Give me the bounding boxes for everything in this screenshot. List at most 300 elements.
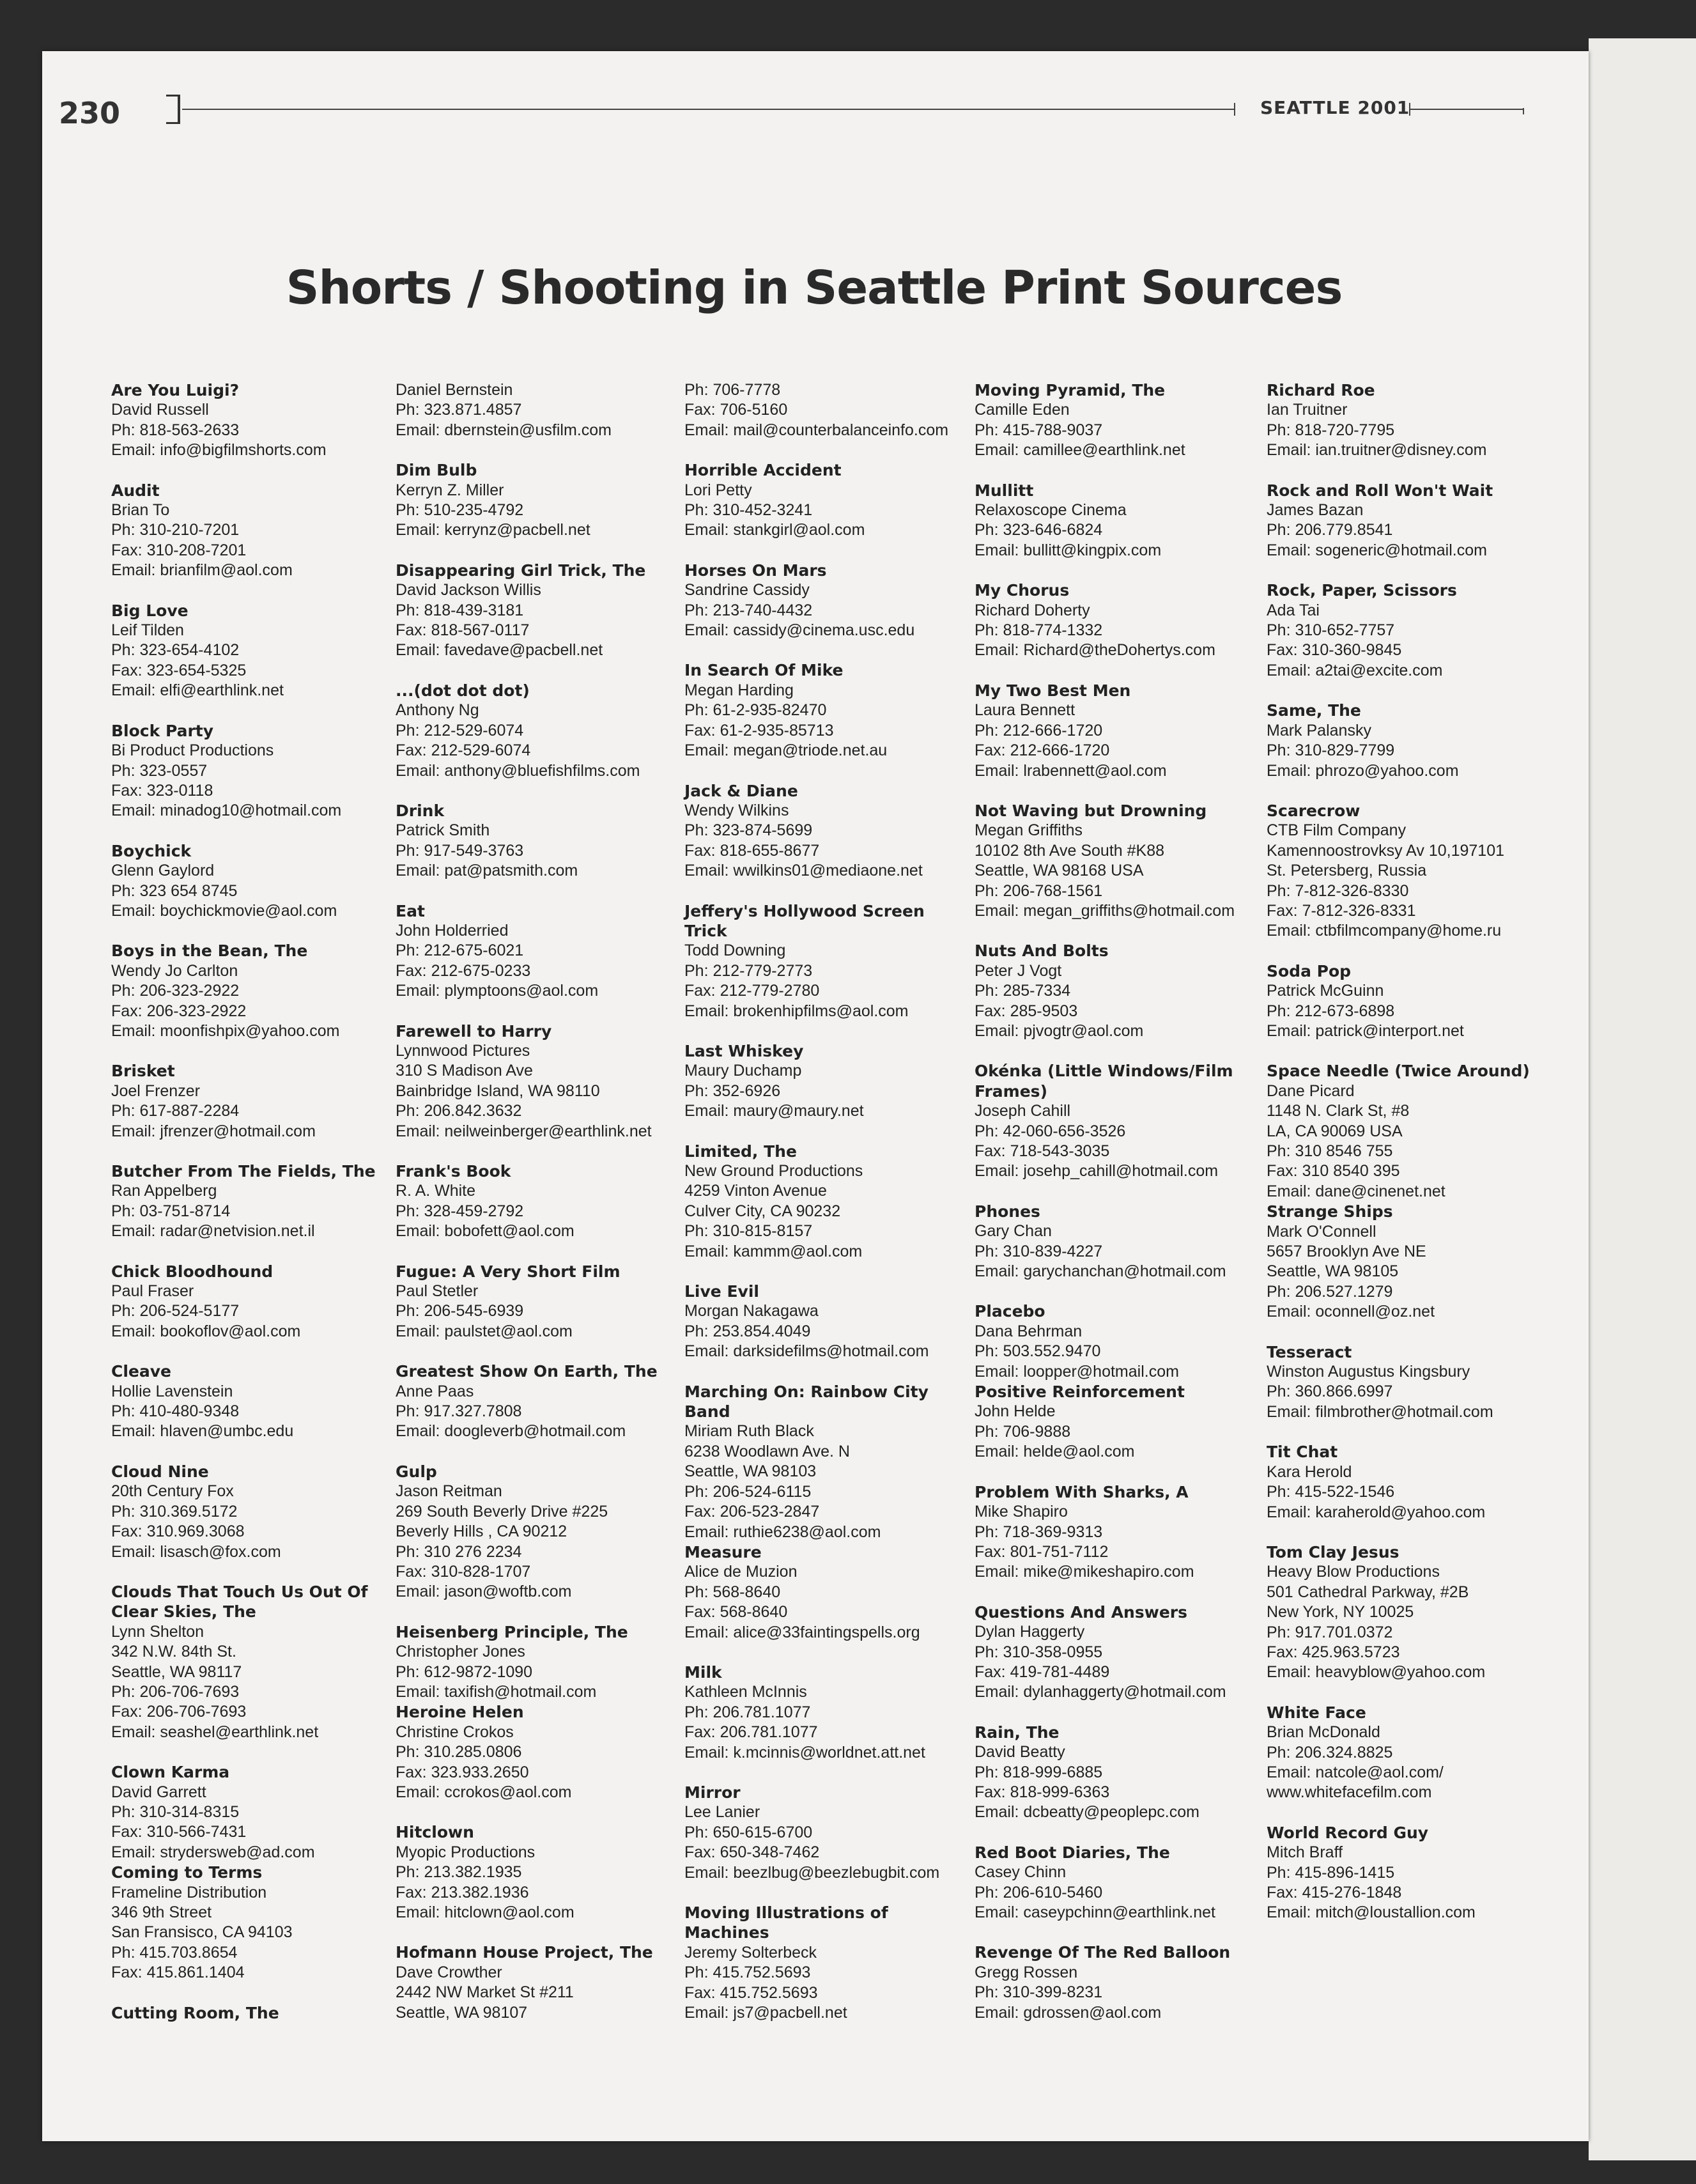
directory-entry — [111, 1863, 392, 1983]
directory-entry — [684, 1282, 966, 1362]
entry-line: Dane Picard — [1267, 1081, 1355, 1100]
entry-line: Ph: 612-9872-1090 — [396, 1662, 533, 1681]
directory-entry — [396, 1462, 677, 1602]
entry-line: Fax: 212-675-0233 — [396, 961, 531, 980]
entry-line: Anne Paas — [396, 1382, 474, 1400]
entry-line: Ph: 917.701.0372 — [1267, 1623, 1393, 1641]
entry-line: Myopic Productions — [396, 1843, 536, 1861]
entry-line: Email: seashel@earthlink.net — [111, 1723, 319, 1741]
entry-line: Ph: 323.871.4857 — [396, 401, 522, 419]
directory-entry — [975, 1942, 1256, 2023]
entry-line: Email: info@bigfilmshorts.com — [111, 441, 327, 460]
entry-line: Email: dbernstein@usfilm.com — [396, 421, 612, 439]
entry-line: Email: ccrokos@aol.com — [396, 1783, 572, 1801]
entry-title: Butcher From The Fields, The — [111, 1162, 376, 1181]
entry-line: Ph: 568-8640 — [684, 1583, 781, 1601]
entry-title: Limited, The — [684, 1142, 797, 1161]
entry-line: James Bazan — [1267, 501, 1364, 520]
entry-line: Fax: 7-812-326-8331 — [1267, 901, 1416, 920]
entry-line: Ph: 706-9888 — [975, 1422, 1071, 1441]
entry-line: Dana Behrman — [975, 1322, 1083, 1340]
entry-title: Disappearing Girl Trick, The — [396, 561, 646, 580]
entry-title: Are You Luigi? — [111, 381, 240, 399]
entry-title: Red Boot Diaries, The — [975, 1843, 1170, 1862]
entry-line: Maury Duchamp — [684, 1062, 802, 1080]
entry-line: Ph: 206.781.1077 — [684, 1703, 811, 1721]
entry-line: Megan Harding — [684, 681, 794, 699]
entry-title: Heroine Helen — [396, 1703, 524, 1722]
entry-line: Mitch Braff — [1267, 1843, 1343, 1862]
directory-entry — [684, 660, 966, 761]
entry-line: Ph: 310-839-4227 — [975, 1242, 1103, 1260]
directory-entry — [684, 1903, 966, 2023]
entry-line: Fax: 310 8540 395 — [1267, 1162, 1400, 1181]
entry-line: Ph: 323-654-4102 — [111, 641, 240, 660]
entry-line: Email: dcbeatty@peoplepc.com — [975, 1803, 1199, 1822]
entry-line: Ph: 917.327.7808 — [396, 1402, 522, 1421]
entry-line: Ph: 310-829-7799 — [1267, 741, 1395, 760]
directory-entry — [1267, 801, 1548, 941]
entry-line: Ph: 03-751-8714 — [111, 1202, 231, 1220]
entry-line: Email: ctbfilmcompany@home.ru — [1267, 922, 1502, 940]
directory-entry — [111, 380, 392, 461]
entry-line: Fax: 818-655-8677 — [684, 841, 820, 860]
entry-line: Ian Truitner — [1267, 401, 1348, 419]
entry-title: Coming to Terms — [111, 1863, 263, 1882]
entry-line: Bainbridge Island, WA 98110 — [396, 1081, 600, 1100]
entry-line: Gregg Rossen — [975, 1963, 1078, 1981]
entry-line: Email: mitch@loustallion.com — [1267, 1903, 1476, 1922]
entry-title: Boys in the Bean, The — [111, 941, 308, 961]
entry-line: Fax: 212-666-1720 — [975, 741, 1110, 760]
entry-line: Laura Bennett — [975, 701, 1075, 720]
entry-line: Email: gdrossen@aol.com — [975, 2003, 1162, 2022]
entry-title: Heisenberg Principle, The — [396, 1622, 628, 1641]
entry-line: CTB Film Company — [1267, 821, 1407, 840]
entry-line: Email: jason@woftb.com — [396, 1583, 572, 1601]
entry-line: Email: oconnell@oz.net — [1267, 1303, 1435, 1321]
entry-line: Brian McDonald — [1267, 1723, 1380, 1742]
entry-line: Ph: 415-896-1415 — [1267, 1863, 1395, 1882]
entry-line: Fax: 206-706-7693 — [111, 1703, 247, 1721]
entry-title: Jack & Diane — [684, 781, 798, 800]
entry-line: Email: cassidy@cinema.usc.edu — [684, 621, 915, 640]
entry-line: Alice de Muzion — [684, 1563, 798, 1581]
entry-line: Ph: 206-610-5460 — [975, 1883, 1103, 1901]
entry-title: Problem With Sharks, A — [975, 1482, 1189, 1501]
entry-line: Leif Tilden — [111, 621, 184, 640]
entry-line: Todd Downing — [684, 941, 786, 960]
entry-line: Ph: 323-874-5699 — [684, 821, 813, 840]
entry-line: Fax: 425.963.5723 — [1267, 1643, 1400, 1661]
entry-title: Audit — [111, 481, 160, 500]
entry-line: 346 9th Street — [111, 1903, 212, 1921]
entry-title: Horses On Mars — [684, 561, 827, 580]
entry-title: Live Evil — [684, 1282, 759, 1301]
entry-title: Okénka (Little Windows/Film Frames) — [975, 1062, 1233, 1101]
directory-entry — [684, 781, 966, 881]
entry-title: Tom Clay Jesus — [1267, 1542, 1399, 1561]
entry-line: Email: ian.truitner@disney.com — [1267, 441, 1487, 460]
directory-entry — [1267, 481, 1548, 561]
entry-title: Strange Ships — [1267, 1202, 1393, 1221]
directory-entry — [396, 1021, 677, 1142]
entry-line: Ph: 212-529-6074 — [396, 721, 524, 740]
entry-line: Lee Lanier — [684, 1803, 760, 1822]
entry-line: Fax: 310-828-1707 — [396, 1562, 531, 1581]
entry-title: Boychick — [111, 841, 192, 860]
entry-title: Hofmann House Project, The — [396, 1943, 653, 1962]
entry-title: My Chorus — [975, 581, 1070, 600]
entry-line: Ph: 323-0557 — [111, 761, 208, 780]
directory-entry — [111, 721, 392, 821]
entry-line: Dylan Haggerty — [975, 1623, 1085, 1641]
entry-line: 2442 NW Market St #211 — [396, 1983, 574, 2002]
entry-title: Mirror — [684, 1783, 741, 1802]
entry-title: Brisket — [111, 1062, 175, 1081]
entry-line: Email: brianfilm@aol.com — [111, 561, 293, 580]
entry-line: Fax: 212-779-2780 — [684, 982, 820, 1000]
entry-line: Fax: 323-654-5325 — [111, 661, 247, 679]
entry-line: Email: bullitt@kingpix.com — [975, 541, 1162, 559]
entry-line: Fax: 415.861.1404 — [111, 1963, 245, 1982]
entry-line: Jeremy Solterbeck — [684, 1943, 817, 1962]
entry-line: Fax: 818-567-0117 — [396, 621, 530, 640]
entry-line: Seattle, WA 98105 — [1267, 1262, 1399, 1281]
entry-line: Ph: 510-235-4792 — [396, 501, 524, 520]
entry-line: Email: alice@33faintingspells.org — [684, 1623, 920, 1641]
entry-line: Ph: 7-812-326-8330 — [1267, 881, 1409, 900]
entry-line: Ph: 360.866.6997 — [1267, 1382, 1393, 1401]
entry-line: John Helde — [975, 1402, 1056, 1421]
entry-line: 1148 N. Clark St, #8 — [1267, 1102, 1410, 1120]
entry-line: Morgan Nakagawa — [684, 1302, 819, 1320]
entry-line: Kara Herold — [1267, 1462, 1352, 1481]
entry-title: Placebo — [975, 1302, 1045, 1321]
entry-line: Bi Product Productions — [111, 741, 274, 760]
directory-entry — [396, 1161, 677, 1242]
entry-line: Ph: 415.752.5693 — [684, 1963, 811, 1982]
entry-line: Anthony Ng — [396, 701, 479, 720]
entry-line: Ph: 617-887-2284 — [111, 1102, 240, 1120]
directory-entry — [684, 1783, 966, 1883]
entry-line: Fax: 415.752.5693 — [684, 1983, 818, 2002]
entry-line: Ph: 310-210-7201 — [111, 521, 240, 539]
entry-title: Cloud Nine — [111, 1462, 209, 1481]
directory-entry — [111, 841, 392, 922]
entry-line: R. A. White — [396, 1182, 476, 1200]
entry-title: Moving Pyramid, The — [975, 381, 1166, 399]
entry-line: Fax: 310-208-7201 — [111, 541, 247, 559]
page-number: 230 — [59, 96, 121, 130]
entry-line: Heavy Blow Productions — [1267, 1563, 1440, 1581]
entry-line: Gary Chan — [975, 1222, 1052, 1241]
entry-line: Email: a2tai@excite.com — [1267, 661, 1443, 679]
entry-line: Email: lisasch@fox.com — [111, 1542, 281, 1561]
entry-line: Email: dane@cinenet.net — [1267, 1182, 1445, 1200]
entry-title: Scarecrow — [1267, 801, 1361, 820]
entry-title: Richard Roe — [1267, 381, 1375, 399]
entry-line: Fax: 310-360-9845 — [1267, 641, 1402, 660]
entry-line: Fax: 568-8640 — [684, 1603, 788, 1622]
directory-entry — [684, 1041, 966, 1122]
entry-line: Frameline Distribution — [111, 1883, 267, 1901]
directory-entry — [396, 901, 677, 1002]
entry-line: Seattle, WA 98117 — [111, 1662, 242, 1681]
entry-line: Email: anthony@bluefishfilms.com — [396, 761, 640, 780]
entry-title: ...(dot dot dot) — [396, 681, 530, 700]
entry-line: Ph: 718-369-9313 — [975, 1522, 1103, 1541]
entry-line: Email: wwilkins01@mediaone.net — [684, 862, 923, 880]
directory-entry — [975, 681, 1256, 781]
entry-title: Marching On: Rainbow City Band — [684, 1382, 929, 1421]
entry-line: David Russell — [111, 401, 209, 419]
directory-entry — [975, 380, 1256, 461]
entry-title: Revenge Of The Red Balloon — [975, 1943, 1231, 1962]
entry-line: Beverly Hills , CA 90212 — [396, 1522, 567, 1541]
directory-entry — [396, 1622, 677, 1703]
entry-title: Tit Chat — [1267, 1443, 1338, 1462]
directory-entry — [111, 1361, 392, 1442]
entry-line: Ph: 310 8546 755 — [1267, 1142, 1393, 1160]
entry-line: Dave Crowther — [396, 1963, 502, 1981]
entry-line: Email: stankgirl@aol.com — [684, 521, 865, 539]
entry-line: 501 Cathedral Parkway, #2B — [1267, 1583, 1469, 1601]
entry-line: Paul Fraser — [111, 1282, 194, 1301]
entry-line: Email: helde@aol.com — [975, 1443, 1135, 1461]
entry-line: Fax: 818-999-6363 — [975, 1783, 1110, 1801]
directory-entry — [1267, 580, 1548, 681]
entry-line: Email: moonfishpix@yahoo.com — [111, 1021, 340, 1040]
entry-title: Last Whiskey — [684, 1041, 804, 1060]
entry-line: 20th Century Fox — [111, 1482, 234, 1501]
directory-entry — [111, 2003, 392, 2023]
entry-line: Email: mail@counterbalanceinfo.com — [684, 421, 949, 439]
directory-entry — [684, 1382, 966, 1542]
directory-column-3 — [684, 380, 966, 2043]
directory-entry — [111, 941, 392, 1041]
entry-title: World Record Guy — [1267, 1823, 1429, 1842]
entry-title: Greatest Show On Earth, The — [396, 1362, 658, 1381]
entry-title: Space Needle (Twice Around) — [1267, 1062, 1530, 1081]
entry-line: Email: mike@mikeshapiro.com — [975, 1563, 1194, 1581]
entry-line: Ph: 206-768-1561 — [975, 881, 1103, 900]
entry-line: Ph: 206.842.3632 — [396, 1102, 522, 1120]
entry-line: Relaxoscope Cinema — [975, 501, 1127, 520]
entry-line: Christine Crokos — [396, 1723, 514, 1741]
entry-line: Email: minadog10@hotmail.com — [111, 802, 342, 820]
entry-line: Paul Stetler — [396, 1282, 479, 1301]
directory-entry — [975, 1602, 1256, 1703]
entry-title: Same, The — [1267, 701, 1361, 720]
entry-line: Email: neilweinberger@earthlink.net — [396, 1122, 652, 1140]
directory-entry — [975, 1723, 1256, 1823]
entry-line: Fax: 419-781-4489 — [975, 1662, 1110, 1681]
directory-entry — [396, 380, 677, 440]
entry-title: Rock, Paper, Scissors — [1267, 581, 1457, 600]
entry-line: Fax: 206.781.1077 — [684, 1723, 818, 1742]
entry-line: Sandrine Cassidy — [684, 581, 810, 600]
directory-entry — [396, 1702, 677, 1802]
directory-entry — [396, 460, 677, 541]
entry-line: Email: maury@maury.net — [684, 1102, 864, 1120]
entry-line: Seattle, WA 98168 USA — [975, 862, 1144, 880]
entry-line: Ph: 206-706-7693 — [111, 1682, 240, 1701]
directory-entry — [975, 481, 1256, 561]
directory-entry — [975, 580, 1256, 661]
entry-line: Kathleen McInnis — [684, 1683, 807, 1701]
directory-entry — [111, 1582, 392, 1742]
entry-line: Casey Chinn — [975, 1863, 1067, 1882]
entry-line: Seattle, WA 98107 — [396, 2003, 528, 2022]
running-head: SEATTLE 2001 — [1260, 97, 1410, 118]
entry-line: Email: heavyblow@yahoo.com — [1267, 1663, 1486, 1682]
entry-line: Ph: 323-646-6824 — [975, 521, 1103, 539]
entry-line: Email: lrabennett@aol.com — [975, 761, 1167, 780]
directory-entry — [111, 601, 392, 701]
entry-line: New York, NY 10025 — [1267, 1603, 1414, 1622]
entry-title: Frank's Book — [396, 1162, 511, 1181]
entry-line: Ph: 310.285.0806 — [396, 1743, 522, 1762]
entry-line: David Jackson Willis — [396, 581, 541, 600]
entry-line: Ph: 212-666-1720 — [975, 721, 1103, 740]
entry-line: Ph: 352-6926 — [684, 1081, 781, 1100]
entry-line: 10102 8th Ave South #K88 — [975, 841, 1165, 860]
directory-entry — [396, 561, 677, 661]
entry-line: Ph: 310-399-8231 — [975, 1983, 1103, 2002]
entry-title: Mullitt — [975, 481, 1034, 500]
entry-line: LA, CA 90069 USA — [1267, 1122, 1403, 1140]
entry-line: Email: strydersweb@ad.com — [111, 1843, 315, 1861]
entry-line: Ph: 206.324.8825 — [1267, 1743, 1393, 1762]
directory-entry — [684, 1142, 966, 1262]
entry-title: White Face — [1267, 1703, 1366, 1722]
entry-line: Email: kammm@aol.com — [684, 1242, 863, 1260]
entry-line: Email: sogeneric@hotmail.com — [1267, 541, 1487, 559]
entry-line: Ph: 42-060-656-3526 — [975, 1122, 1126, 1140]
entry-line: 310 S Madison Ave — [396, 1062, 533, 1080]
entry-title: Clown Karma — [111, 1763, 230, 1782]
entry-line: Ph: 285-7334 — [975, 982, 1071, 1000]
entry-line: Fax: 206-523-2847 — [684, 1503, 820, 1521]
directory-column-5 — [1267, 380, 1548, 1943]
entry-line: Ph: 206-323-2922 — [111, 982, 240, 1000]
header-bracket — [166, 95, 180, 124]
directory-entry — [111, 1262, 392, 1342]
entry-line: Ph: 310-314-8315 — [111, 1802, 240, 1821]
directory-column-1 — [111, 380, 392, 2043]
directory-entry — [684, 1542, 966, 1643]
entry-title: Questions And Answers — [975, 1602, 1187, 1622]
entry-line: Ph: 212-675-6021 — [396, 941, 524, 960]
entry-line: Wendy Wilkins — [684, 801, 789, 819]
entry-line: Kerryn Z. Miller — [396, 481, 504, 499]
directory-entry — [1267, 380, 1548, 461]
entry-line: Ph: 310 276 2234 — [396, 1542, 522, 1561]
entry-line: Ph: 253.854.4049 — [684, 1322, 811, 1340]
entry-line: Fax: 212-529-6074 — [396, 741, 531, 760]
entry-title: Rock and Roll Won't Wait — [1267, 481, 1493, 500]
entry-line: Ph: 310-358-0955 — [975, 1643, 1103, 1661]
entry-line: 6238 Woodlawn Ave. N — [684, 1442, 850, 1460]
entry-title: Tesseract — [1267, 1342, 1352, 1361]
entry-line: 4259 Vinton Avenue — [684, 1182, 827, 1200]
entry-line: Ph: 818-774-1332 — [975, 621, 1103, 640]
entry-title: Drink — [396, 801, 445, 820]
entry-line: Email: hlaven@umbc.edu — [111, 1422, 294, 1441]
entry-line: Fax: 801-751-7112 — [975, 1542, 1109, 1561]
entry-title: Jeffery's Hollywood Screen Trick — [684, 901, 925, 940]
directory-entry — [684, 380, 966, 440]
entry-line: New Ground Productions — [684, 1162, 863, 1180]
entry-line: Ph: 213-740-4432 — [684, 601, 813, 619]
directory-entry — [975, 1382, 1256, 1462]
entry-line: Email: darksidefilms@hotmail.com — [684, 1342, 929, 1361]
entry-line: Ph: 328-459-2792 — [396, 1202, 524, 1220]
entry-line: Email: Richard@theDohertys.com — [975, 641, 1215, 660]
entry-line: Lori Petty — [684, 481, 752, 499]
entry-line: Patrick Smith — [396, 821, 490, 840]
entry-line: Ph: 310-452-3241 — [684, 501, 813, 520]
entry-line: Email: dylanhaggerty@hotmail.com — [975, 1683, 1226, 1701]
entry-title: Phones — [975, 1202, 1040, 1221]
entry-title: In Search Of Mike — [684, 661, 844, 680]
entry-line: Ada Tai — [1267, 601, 1320, 619]
entry-line: Ph: 818-999-6885 — [975, 1763, 1103, 1781]
entry-line: Fax: 323.933.2650 — [396, 1763, 529, 1781]
entry-line: Ph: 706-7778 — [684, 381, 781, 399]
entry-line: Email: phrozo@yahoo.com — [1267, 761, 1459, 780]
entry-title: Positive Reinforcement — [975, 1382, 1185, 1402]
entry-line: Email: josehp_cahill@hotmail.com — [975, 1162, 1219, 1181]
adjacent-page-edge — [1589, 38, 1696, 2160]
entry-line: Email: plymptoons@aol.com — [396, 982, 599, 1000]
entry-line: www.whitefacefilm.com — [1267, 1783, 1432, 1802]
directory-column-4 — [975, 380, 1256, 2043]
header-rule-right — [1409, 109, 1524, 110]
entry-line: Seattle, WA 98103 — [684, 1462, 817, 1481]
entry-line: Email: caseypchinn@earthlink.net — [975, 1903, 1215, 1921]
entry-title: Moving Illustrations of Machines — [684, 1903, 888, 1942]
entry-line: Ph: 818-439-3181 — [396, 601, 524, 619]
directory-entry — [1267, 1202, 1548, 1322]
directory-entry — [396, 1942, 677, 2023]
entry-line: Ph: 206.527.1279 — [1267, 1282, 1393, 1301]
directory-entry — [1267, 961, 1548, 1042]
entry-title: Hitclown — [396, 1823, 474, 1842]
directory-entry — [684, 901, 966, 1021]
entry-line: Email: bookoflov@aol.com — [111, 1322, 301, 1340]
entry-title: Fugue: A Very Short Film — [396, 1262, 621, 1281]
entry-line: Ph: 415-788-9037 — [975, 421, 1103, 439]
entry-line: John Holderried — [396, 921, 509, 940]
entry-title: Dim Bulb — [396, 461, 477, 480]
entry-line: Ph: 206-545-6939 — [396, 1302, 524, 1320]
entry-line: Fax: 718-543-3035 — [975, 1142, 1110, 1160]
entry-title: Measure — [684, 1542, 762, 1561]
page-title: Shorts / Shooting in Seattle Print Sources — [286, 261, 1343, 314]
entry-line: Hollie Lavenstein — [111, 1382, 233, 1400]
directory-entry — [396, 681, 677, 781]
entry-title: Not Waving but Drowning — [975, 801, 1207, 820]
directory-entry — [1267, 1442, 1548, 1522]
directory-entry — [1267, 1542, 1548, 1683]
entry-line: Wendy Jo Carlton — [111, 961, 238, 980]
entry-line: Email: doogleverb@hotmail.com — [396, 1422, 626, 1441]
entry-line: Culver City, CA 90232 — [684, 1202, 841, 1220]
entry-title: Soda Pop — [1267, 961, 1352, 980]
entry-line: 342 N.W. 84th St. — [111, 1643, 236, 1661]
